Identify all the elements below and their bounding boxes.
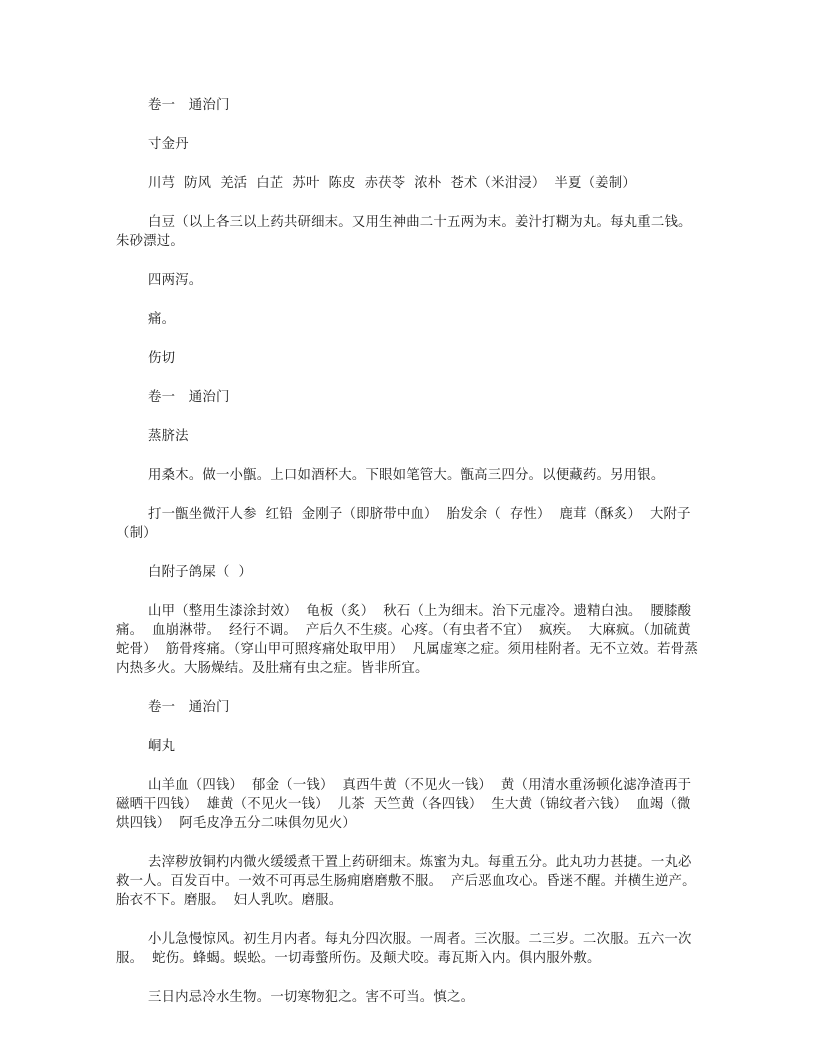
caution-text: 三日内忌冷水生物。一切寒物犯之。害不可当。慎之。 bbox=[148, 990, 475, 1005]
indication-text: 山甲（整用生漆涂封效） 龟板（炙） 秋石（上为细末。治下元虚冷。遗精白浊。 腰膝酸痛。 血崩淋带。 经行不调。 产后久不生痰。心疼。（有虫者不宜） 疯疾。 大麻疯。（加硫黄蛇骨） 筋骨疼痛。（穿山甲可照疼痛处取甲用） 凡属虚寒之症。须用桂附者。无不立效。若骨蒸内热多火。大肠燥结。及肚痛有虫之症。皆非所宜。 bbox=[116, 604, 698, 676]
recipe-title: 峒丸 bbox=[148, 739, 176, 754]
ingredient-list: 川芎 防风 羌活 白芷 苏叶 陈皮 赤茯苓 浓朴 苍术（米泔浸） 半夏（姜制） bbox=[148, 176, 636, 191]
recipe-title: 寸金丹 bbox=[148, 137, 189, 152]
ingredient-list: 山羊血（四钱） 郁金（一钱） 真西牛黄（不见火一钱） 黄（用清水重汤顿化滤净渣再于磁晒干四钱） 雄黄（不见火一钱） 儿茶 天竺黄（各四钱） 生大黄（锦纹者六钱） 血竭（微烘四钱） 阿毛皮净五分二味俱勿见火） bbox=[116, 778, 692, 831]
text-fragment: 伤切 bbox=[148, 351, 176, 366]
section-heading: 卷一 通治门 bbox=[148, 98, 230, 113]
indication-text: 小儿急慢惊风。初生月内者。每丸分四次服。一周者。三次服。二三岁。二次服。五六一次服。 蛇伤。蜂蝎。蜈蚣。一切毒螫所伤。及颠犬咬。毒瓦斯入内。俱内服外敷。 bbox=[116, 932, 692, 966]
section-heading: 卷一 通治门 bbox=[148, 390, 230, 405]
section-heading: 卷一 通治门 bbox=[148, 700, 230, 715]
recipe-title: 蒸脐法 bbox=[148, 429, 189, 444]
text-fragment: 白附子鸽屎（ ） bbox=[148, 565, 253, 580]
text-fragment: 痛。 bbox=[148, 312, 176, 327]
ingredient-list: 打一甑坐微汗人参 红铅 金刚子（即脐带中血） 胎发余（ 存性） 鹿茸（酥炙） 大附子（制） bbox=[116, 507, 691, 541]
preparation-text: 去滓秽放铜杓内微火缓缓煮干置上药研细末。炼蜜为丸。每重五分。此丸功力甚捷。一丸必救一人。百发百中。一效不可再忌生肠痈磨磨敷不服。 产后恶血攻心。昏迷不醒。并横生逆产。胎衣不下。磨服。 妇人乳吹。磨服。 bbox=[116, 855, 696, 908]
text-fragment: 四两泻。 bbox=[148, 273, 203, 288]
preparation-text: 用桑木。做一小甑。上口如酒杯大。下眼如笔管大。甑高三四分。以便藏药。另用银。 bbox=[148, 468, 665, 483]
document-page bbox=[116, 96, 700, 1027]
preparation-text: 白豆（以上各三以上药共研细末。又用生神曲二十五两为末。姜汁打糊为丸。每丸重二钱。朱砂漂过。 bbox=[116, 215, 692, 249]
